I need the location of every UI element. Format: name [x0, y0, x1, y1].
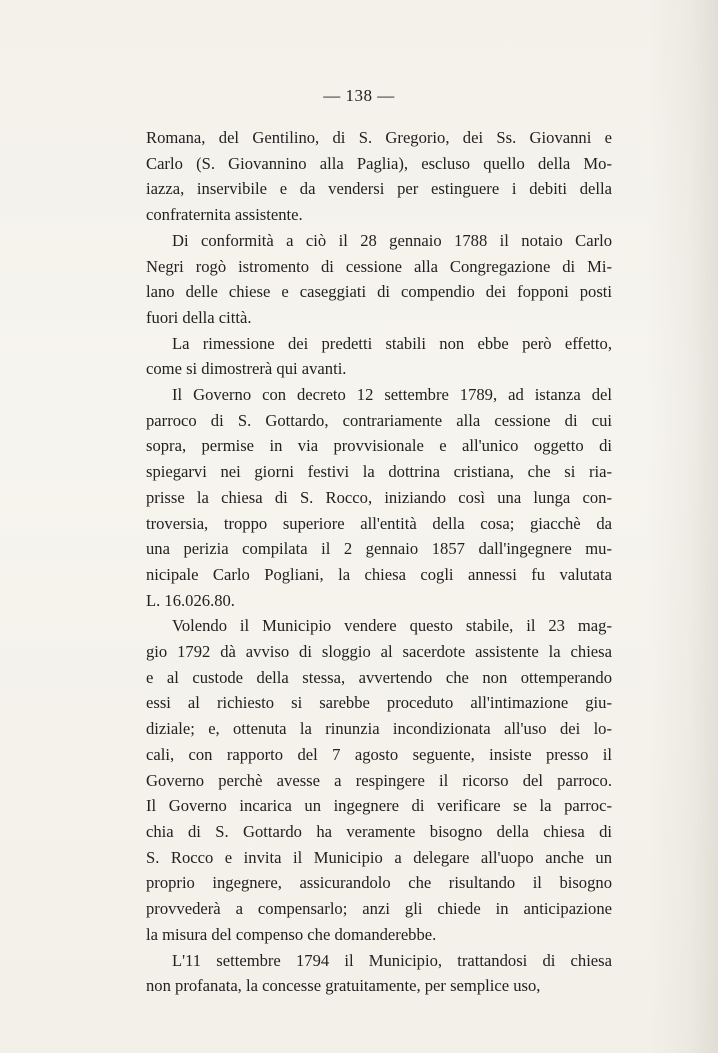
- text-line: troversia, troppo superiore all'entità della cosa; giacchè da: [146, 513, 612, 533]
- text-line: provvederà a compensarlo; anzi gli chiede in anticipazione: [146, 899, 612, 919]
- text-line: Carlo (S. Giovannino alla Paglia), escluso quello della Mo-: [146, 153, 612, 173]
- text-line: L. 16.026.80.: [146, 590, 235, 610]
- text-line: e al custode della stessa, avvertendo che non ottemperando: [146, 667, 612, 687]
- text-line: chia di S. Gottardo ha veramente bisogno della chiesa di: [146, 821, 612, 841]
- text-line: parroco di S. Gottardo, contrariamente alla cessione di cui: [146, 410, 612, 430]
- text-line: spiegarvi nei giorni festivi la dottrina cristiana, che si ria-: [146, 462, 612, 482]
- text-line: non profanata, la concesse gratuitamente, per semplice uso,: [146, 976, 541, 996]
- text-line: diziale; e, ottenuta la rinunzia incondizionata all'uso dei lo-: [146, 719, 612, 739]
- text-line: essi al richiesto si sarebbe proceduto all'intimazione giu-: [146, 693, 612, 713]
- page-number: — 138 —: [323, 86, 395, 105]
- text-line: L'11 settembre 1794 il Municipio, trattandosi di chiesa: [172, 950, 612, 970]
- text-line: una perizia compilata il 2 gennaio 1857 dall'ingegnere mu-: [146, 539, 612, 559]
- text-line: Di conformità a ciò il 28 gennaio 1788 il notaio Carlo: [172, 230, 612, 250]
- text-line: cali, con rapporto del 7 agosto seguente, insiste presso il: [146, 744, 612, 764]
- paragraph: [146, 125, 612, 228]
- text-line: la misura del compenso che domanderebbe.: [146, 924, 437, 944]
- text-line: Romana, del Gentilino, di S. Gregorio, dei Ss. Giovanni e: [146, 128, 612, 147]
- text-line: S. Rocco e invita il Municipio a delegare all'uopo anche un: [146, 847, 612, 867]
- paragraph: [146, 331, 612, 382]
- text-line: Il Governo con decreto 12 settembre 1789, ad istanza del: [172, 385, 612, 405]
- body-text: [146, 125, 612, 999]
- text-line: iazza, inservibile e da vendersi per estinguere i debiti della: [146, 179, 612, 199]
- paragraph: [146, 382, 612, 613]
- text-line: confraternita assistente.: [146, 205, 303, 225]
- paragraph: [146, 613, 612, 947]
- text-line: lano delle chiese e caseggiati di compendio dei fopponi posti: [146, 282, 612, 302]
- text-line: gio 1792 dà avviso di sloggio al sacerdote assistente la chiesa: [146, 642, 612, 662]
- text-line: sopra, permise in via provvisionale e all'unico oggetto di: [146, 436, 612, 456]
- text-line: prisse la chiesa di S. Rocco, iniziando così una lunga con-: [146, 487, 612, 507]
- text-line: Negri rogò istromento di cessione alla Congregazione di Mi-: [146, 256, 612, 276]
- text-line: Governo perchè avesse a respingere il ricorso del parroco.: [146, 770, 612, 790]
- paragraph: [146, 948, 612, 999]
- text-line: nicipale Carlo Pogliani, la chiesa cogli annessi fu valutata: [146, 564, 612, 584]
- text-line: proprio ingegnere, assicurandolo che risultando il bisogno: [146, 873, 612, 893]
- text-line: fuori della città.: [146, 307, 252, 327]
- text-line: La rimessione dei predetti stabili non ebbe però effetto,: [172, 333, 612, 353]
- text-line: Il Governo incarica un ingegnere di verificare se la parroc-: [146, 796, 612, 816]
- text-line: Volendo il Municipio vendere questo stabile, il 23 mag-: [172, 616, 612, 636]
- text-line: come si dimostrerà qui avanti.: [146, 359, 347, 379]
- paragraph: [146, 228, 612, 331]
